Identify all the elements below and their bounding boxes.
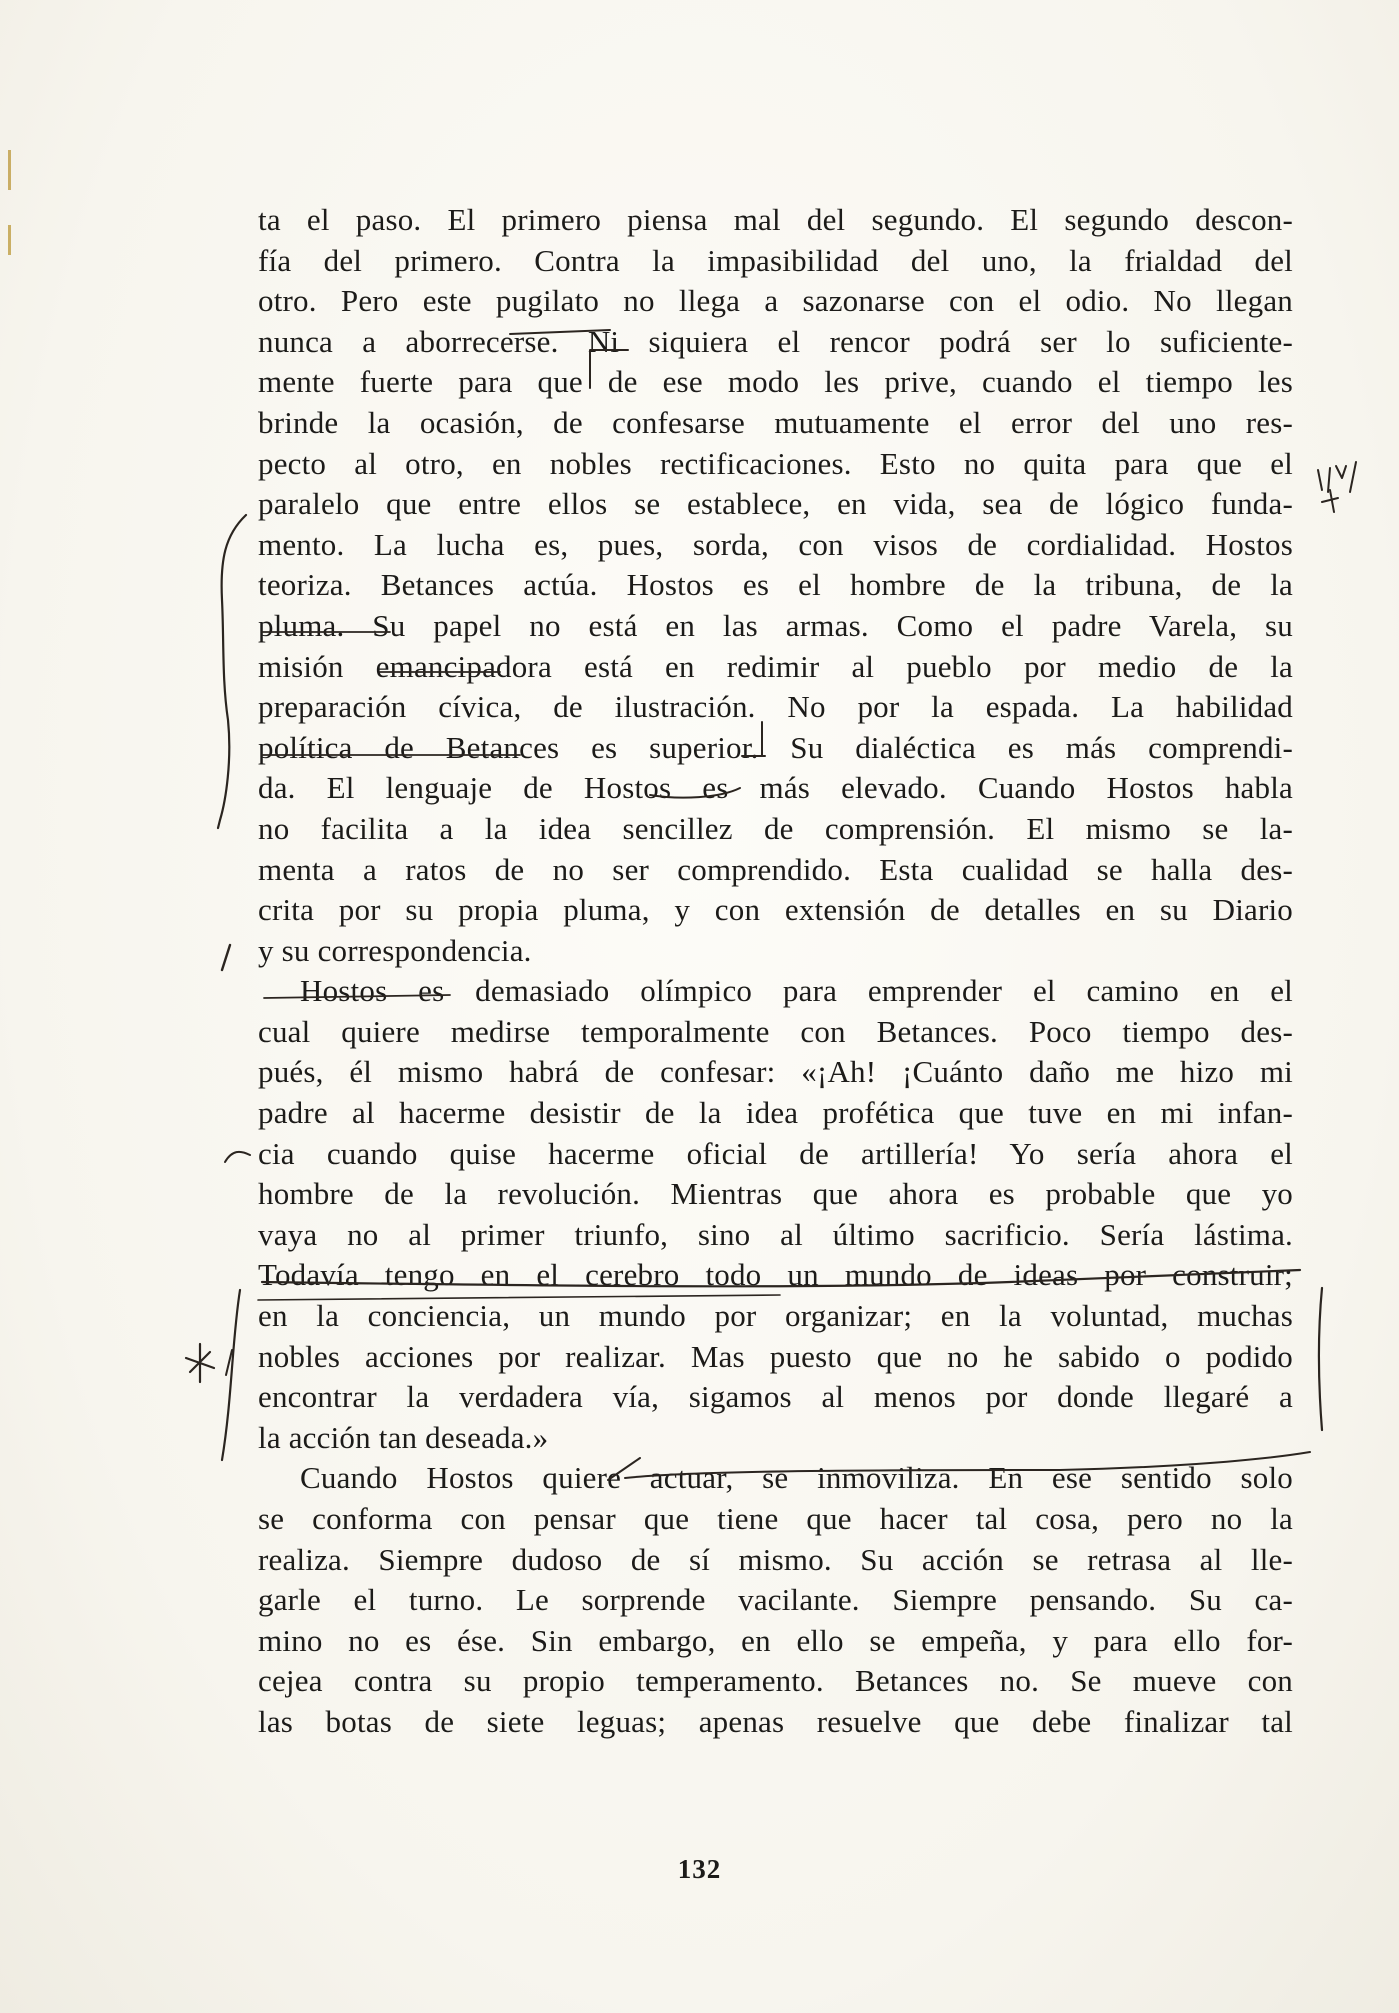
margin-tick — [222, 945, 230, 970]
text-line: la acción tan deseada.» — [258, 1419, 549, 1455]
text-line: realiza. Siempre dudoso de sí mismo. Su acción se retrasa al lle- — [258, 1541, 1293, 1577]
text-line: ta el paso. El primero piensa mal del segundo. El segundo descon- — [258, 202, 1293, 237]
margin-bracket-quote-left — [222, 1290, 240, 1460]
text-line: Hostos es demasiado olímpico para emprender el camino en el — [300, 973, 1293, 1009]
text-line: no facilita a la idea sencillez de comprensión. El mismo se la- — [258, 810, 1293, 846]
text-line: otro. Pero este pugilato no llega a sazonarse con el odio. No llegan — [258, 283, 1293, 319]
margin-note-right-2 — [1322, 490, 1338, 512]
text-line: política de Betances es superior. Su dialéctica es más comprendi- — [258, 729, 1293, 765]
text-line: nobles acciones por realizar. Mas puesto que no he sabido o podido — [258, 1338, 1293, 1374]
text-line: paralelo que entre ellos se establece, en vida, sea de lógico funda- — [258, 486, 1293, 522]
text-line: pués, él mismo habrá de confesar: «¡Ah! ¡Cuánto daño me hizo mi — [258, 1054, 1293, 1090]
text-line: cual quiere medirse temporalmente con Betances. Poco tiempo des- — [258, 1013, 1293, 1049]
text-line: teoriza. Betances actúa. Hostos es el hombre de la tribuna, de la — [258, 567, 1293, 603]
text-line: pecto al otro, en nobles rectificaciones. Esto no quita para que el — [258, 445, 1293, 481]
margin-bracket-quote-left-2 — [226, 1350, 232, 1375]
text-line: padre al hacerme desistir de la idea profética que tuve en mi infan- — [258, 1095, 1293, 1131]
text-line: las botas de siete leguas; apenas resuelve que debe finalizar tal — [258, 1703, 1293, 1739]
text-line: cejea contra su propio temperamento. Betances no. Se mueve con — [258, 1663, 1293, 1699]
text-line: fía del primero. Contra la impasibilidad del uno, la frialdad del — [258, 242, 1293, 278]
text-line: cia cuando quise hacerme oficial de artillería! Yo sería ahora el — [258, 1135, 1293, 1171]
text-line: crita por su propia pluma, y con extensión de detalles en su Diario — [258, 892, 1293, 928]
margin-bracket-left — [218, 515, 246, 828]
edge-stain — [8, 225, 11, 255]
text-line: menta a ratos de no ser comprendido. Esta cualidad se halla des- — [258, 851, 1293, 887]
text-line: Todavía tengo en el cerebro todo un mundo de ideas por construir; — [258, 1257, 1293, 1293]
text-line: Cuando Hostos quiere actuar, se inmoviliza. En ese sentido solo — [300, 1460, 1293, 1496]
margin-note-right-1 — [1318, 462, 1356, 492]
text-line: mento. La lucha es, pues, sorda, con visos de cordialidad. Hostos — [258, 526, 1293, 562]
text-line: preparación cívica, de ilustración. No por la espada. La habilidad — [258, 689, 1293, 725]
body-text — [258, 200, 1293, 1743]
text-line: y su correspondencia. — [258, 932, 532, 968]
page-number: 132 — [677, 1854, 722, 1884]
text-line: brinde la ocasión, de confesarse mutuamente el error del uno res- — [258, 404, 1293, 440]
text-line: nunca a aborrecerse. Ni siquiera el rencor podrá ser lo suficiente- — [258, 323, 1293, 359]
text-line: garle el turno. Le sorprende vacilante. Siempre pensando. Su ca- — [258, 1582, 1293, 1618]
margin-hook — [225, 1152, 250, 1162]
text-line: hombre de la revolución. Mientras que ahora es probable que yo — [258, 1176, 1293, 1212]
text-line: mino no es ése. Sin embargo, en ello se empeña, y para ello for- — [258, 1622, 1293, 1658]
margin-star — [186, 1344, 214, 1382]
margin-bracket-quote-right — [1319, 1288, 1322, 1430]
text-line: encontrar la verdadera vía, sigamos al menos por donde llegaré a — [258, 1379, 1293, 1415]
text-line: pluma. Su papel no está en las armas. Como el padre Varela, su — [258, 607, 1293, 643]
text-line: da. El lenguaje de Hostos es más elevado. Cuando Hostos habla — [258, 770, 1293, 806]
text-line: mente fuerte para que de ese modo les prive, cuando el tiempo les — [258, 364, 1293, 400]
text-line: se conforma con pensar que tiene que hacer tal cosa, pero no la — [258, 1501, 1293, 1536]
text-line: en la conciencia, un mundo por organizar; en la voluntad, muchas — [258, 1298, 1293, 1334]
edge-stain — [8, 150, 11, 190]
text-line: misión emancipadora está en redimir al pueblo por medio de la — [258, 648, 1293, 684]
text-line: vaya no al primer triunfo, sino al último sacrificio. Sería lástima. — [258, 1216, 1293, 1252]
